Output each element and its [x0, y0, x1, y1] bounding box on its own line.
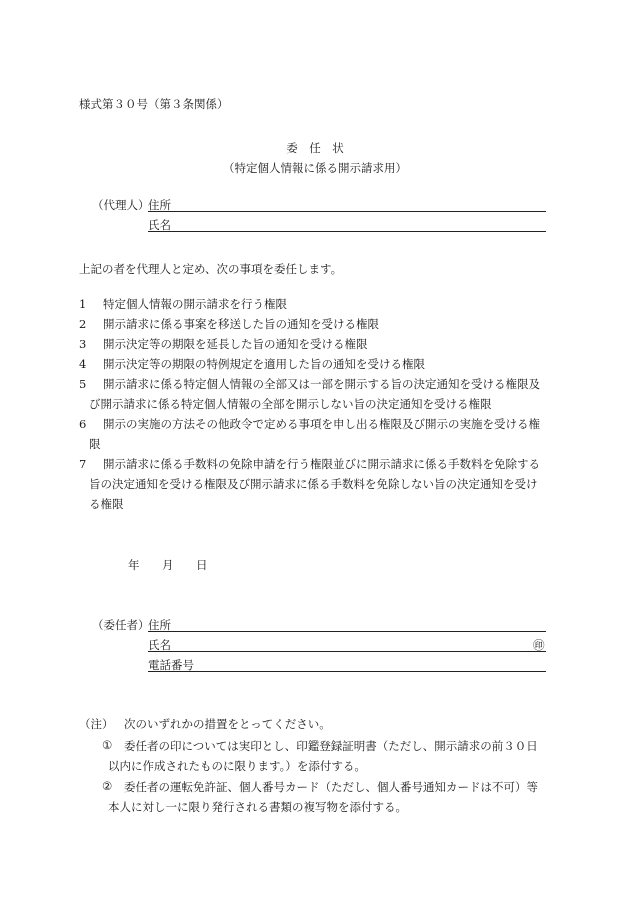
note-text-line: 本人に対し一に限り発行される書類の複写物を添付する。 — [108, 800, 407, 814]
principal-phone-field[interactable] — [148, 671, 546, 672]
item-number: 3 — [79, 337, 87, 351]
principal-address-label: 住所 — [148, 618, 171, 632]
agent-name-label: 氏名 — [148, 218, 171, 232]
item-number: 4 — [79, 357, 87, 371]
item-text: 開示決定等の期限を延長した旨の通知を受ける権限 — [103, 337, 368, 351]
note-label: （注） — [79, 717, 114, 731]
item-text-line: 限 — [89, 437, 101, 451]
document-subtitle: （特定個人情報に係る開示請求用） — [223, 161, 407, 175]
principal-phone-label: 電話番号 — [148, 658, 194, 672]
note-mark: ① — [102, 738, 113, 752]
intro-sentence: 上記の者を代理人と定め、次の事項を委任します。 — [79, 262, 343, 276]
item-number: 7 — [79, 457, 87, 471]
form-number: 様式第３０号（第３条関係） — [79, 97, 229, 111]
item-text-line: 旨の決定通知を受ける権限及び開示請求に係る手数料を免除しない旨の決定通知を受け — [89, 477, 538, 491]
item-text: 開示決定等の期限の特例規定を適用した旨の通知を受ける権限 — [103, 357, 425, 371]
agent-label: （代理人） — [92, 198, 150, 212]
date-year: 年 — [128, 558, 140, 572]
list-item — [79, 414, 554, 454]
date-month: 月 — [162, 558, 174, 572]
seal-mark: ㊞ — [533, 638, 545, 652]
list-item — [79, 294, 554, 314]
list-item — [79, 354, 554, 374]
principal-name-label: 氏名 — [148, 638, 171, 652]
item-text-line: 開示請求に係る特定個人情報の全部又は一部を開示する旨の決定通知を受ける権限及 — [103, 377, 540, 391]
note-mark: ② — [102, 779, 113, 793]
note-text-line: 以内に作成されたものに限ります。）を添付する。 — [108, 759, 366, 773]
item-number: 6 — [79, 417, 87, 431]
list-item — [79, 454, 554, 514]
document-title: 委 任 状 — [286, 141, 344, 155]
list-item — [79, 334, 554, 354]
list-item — [79, 314, 554, 334]
note-intro: 次のいずれかの措置をとってください。 — [124, 717, 331, 731]
item-number: 1 — [79, 297, 87, 311]
item-text: 開示請求に係る事案を移送した旨の通知を受ける権限 — [103, 317, 379, 331]
item-text-line: 開示請求に係る手数料の免除申請を行う権限並びに開示請求に係る手数料を免除する — [103, 457, 540, 471]
principal-label: （委任者） — [92, 618, 150, 632]
item-text: 特定個人情報の開示請求を行う権限 — [103, 297, 287, 311]
item-text-line: 開示の実施の方法その他政令で定める事項を申し出る権限及び開示の実施を受ける権 — [103, 417, 540, 431]
principal-name-field[interactable] — [148, 651, 546, 652]
principal-address-field[interactable] — [148, 631, 546, 632]
agent-address-label: 住所 — [148, 198, 171, 212]
agent-name-field[interactable] — [148, 231, 546, 232]
note-text-line: 委任者の印については実印とし、印鑑登録証明書（ただし、開示請求の前３０日 — [124, 739, 538, 753]
list-item — [79, 374, 554, 414]
item-text-line: る権限 — [89, 497, 124, 511]
item-number: 2 — [79, 317, 87, 331]
agent-address-field[interactable] — [148, 211, 546, 212]
note-text-line: 委任者の運転免許証、個人番号カード（ただし、個人番号通知カードは不可）等 — [124, 780, 538, 794]
date-day: 日 — [196, 558, 208, 572]
item-text-line: び開示請求に係る特定個人情報の全部を開示しない旨の決定通知を受ける権限 — [89, 397, 492, 411]
item-number: 5 — [79, 377, 87, 391]
